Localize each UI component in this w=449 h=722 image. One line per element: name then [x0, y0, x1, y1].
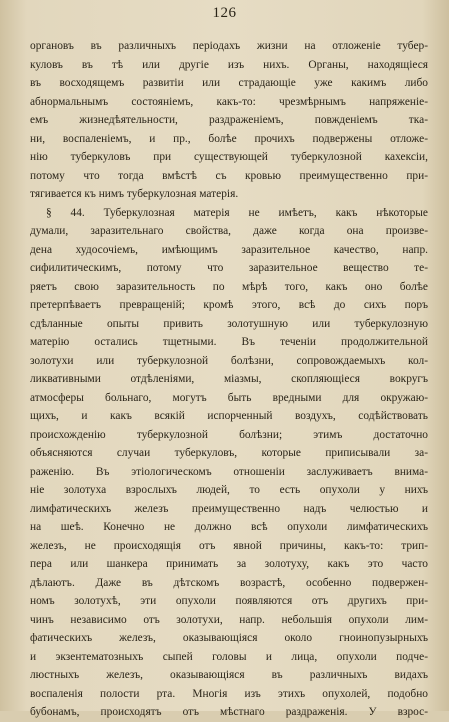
text-line: воспаленія полости рта. Многія изъ этихъ опухолей, подобно — [30, 687, 428, 700]
text-line: емъ жизнедѣятельности, раздраженіемъ, повжденіемъ тка- — [30, 114, 428, 126]
text-line: нію туберкуловъ при существующей туберкулозной кахексіи, — [30, 151, 428, 163]
text-line: думали, заразительнаго свойства, даже когда она произве- — [30, 225, 428, 237]
text-line: матерію остались тщетными. Въ теченіи продолжительной — [30, 336, 428, 348]
text-line: на шеѣ. Конечно не должно всѣ опухоли лимфатическихъ — [30, 521, 428, 533]
text-line: объясняются случаи туберкуловъ, которые приписывали за- — [30, 447, 428, 459]
text-line: раженію. Въ этіологическомъ отношеніи заслуживаетъ внима- — [30, 465, 428, 478]
text-line: бубонамъ, происходятъ отъ мѣстнаго раздраженія. У взрос- — [30, 706, 428, 718]
text-line: дѣлаютъ. Даже въ дѣтскомъ возрастѣ, особенно подвержен- — [30, 576, 428, 589]
text-line: ряетъ свою заразительность по мѣрѣ того, какъ оно болѣе — [30, 280, 428, 293]
text-line: чинъ независимо отъ золотухи, напр. небольшія опухоли лим- — [30, 613, 428, 626]
text-line: потому что тогда вмѣстѣ съ кровью преимущественно при- — [30, 169, 428, 182]
text-line: щихъ, и какъ всякій испорченный воздухъ, содѣйствовать — [30, 410, 428, 422]
text-line: ни, воспаленіемъ, и пр., болѣе прочихъ подвержены отложе- — [30, 132, 428, 145]
text-line: железъ, не происходящія отъ явной причины, какъ-то: трип- — [30, 539, 428, 552]
text-line: атмосферы больнаго, могутъ быть вредными для окружаю- — [30, 391, 428, 404]
text-line: сдѣланные опыты привить золотушную или туберкулозную — [30, 317, 428, 330]
text-line: дена худосочіемъ, имѣющимъ заразительное качество, напр. — [30, 243, 428, 256]
text-line: номъ золотухѣ, эти опухоли появляются отъ другихъ при- — [30, 595, 428, 607]
text-line: тягивается къ нимъ туберкулозная матерія. — [30, 188, 239, 200]
text-line: претерпѣваетъ превращеній; кромѣ этого, всѣ до сихъ поръ — [30, 299, 428, 311]
text-line: абнормальнымъ состояніемъ, какъ-то: чрезмѣрнымъ напряженіе- — [30, 95, 428, 108]
text-line: ніе золотуха взрослыхъ людей, то есть опухоли у нихъ — [30, 484, 428, 496]
body-text — [30, 37, 428, 722]
text-line: золотухи или туберкулозной болѣзни, сопровождаемыхъ кол- — [30, 354, 428, 367]
text-line: и экзентематозныхъ сыпей головы и лица, опухоли подче- — [30, 650, 428, 663]
text-line: куловъ въ тѣ или другіе изъ нихъ. Органы, находящіеся — [30, 58, 428, 71]
text-line: ликвативными отдѣленіями, міазмы, скопляющіеся вокругъ — [30, 373, 428, 385]
page-number: 126 — [212, 5, 237, 21]
text-line: люстныхъ железъ, оказывающіяся въ различныхъ видахъ — [30, 669, 428, 681]
text-line: лимфатическихъ железъ преимущественно надъ челюстью и — [30, 502, 428, 515]
text-line: органовъ въ различныхъ періодахъ жизни на отложеніе тубер- — [30, 40, 428, 52]
text-line: въ восходящемъ развитіи или страдающіе уже какимъ либо — [30, 77, 428, 89]
text-line: происхожденію туберкулозной болѣзни; этимъ достаточно — [30, 428, 428, 441]
text-line: пера или шанкера принимать за золотуху, какъ это часто — [30, 558, 428, 570]
text-line: фатическихъ железъ, оказывающіяся около гноинопузырныхъ — [30, 632, 428, 644]
text-line: § 44. Туберкулозная матерія не имѣетъ, какъ нѣкоторые — [46, 206, 428, 219]
text-line: сифилитическимъ, потому что заразительное вещество те- — [30, 262, 428, 274]
